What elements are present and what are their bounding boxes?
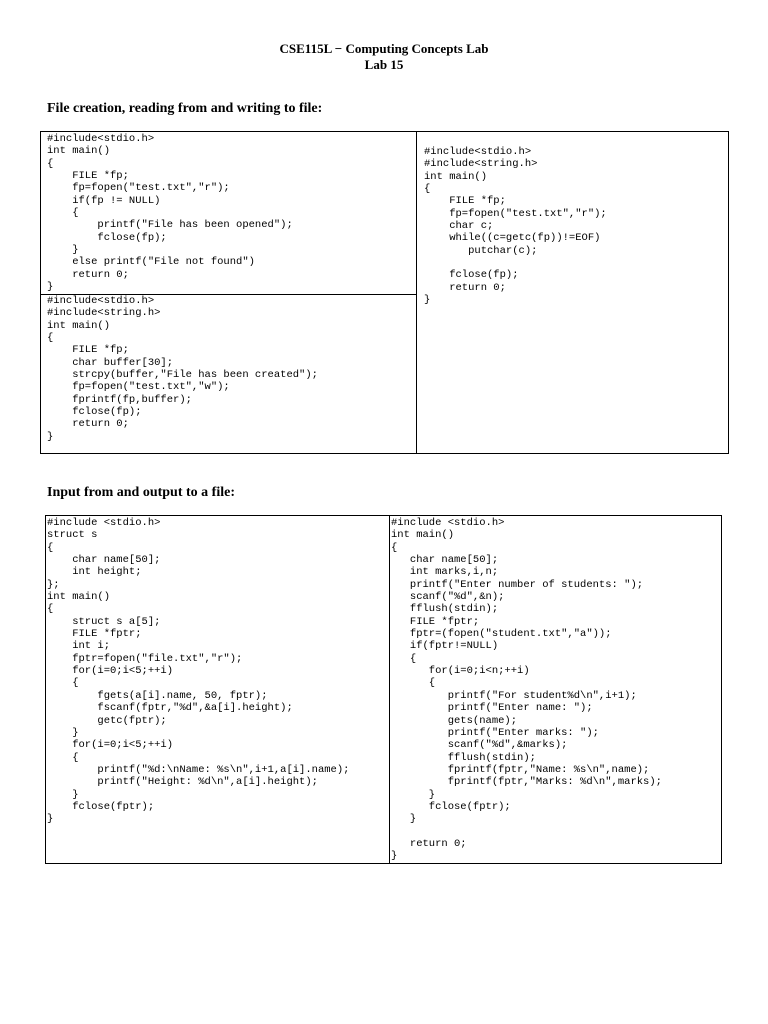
section-file-io-title: Input from and output to a file: — [47, 485, 235, 500]
code-box-struct — [45, 515, 390, 864]
section-file-creation-title: File creation, reading from and writing to file: — [47, 101, 323, 116]
code-box-getc — [416, 131, 729, 454]
code-box-read-file — [40, 131, 417, 295]
code-read-file: #include<stdio.h> int main() { FILE *fp; fp=fopen("test.txt","r"); if(fp != NULL) { printf("File has been opened"); fclose(fp); } else printf("File not found") return 0; } — [47, 133, 293, 294]
code-box-write-file — [40, 294, 417, 454]
code-struct: #include <stdio.h> struct s { char name[50]; int height; }; int main() { struct s a[5]; FILE *fptr; int i; fptr=fopen("file.txt","r"); for(i=0;i<5;++i) { fgets(a[i].name, 50, fptr); fscanf(fptr,"%d",&a[i].height); getc(fptr); } for(i=0;i<5;++i) { printf("%d:\nName: %s\n",i+1,a[i].name); printf("Height: %d\n",a[i].height); } fclose(fptr); } — [47, 517, 350, 826]
code-students: #include <stdio.h> int main() { char name[50]; int marks,i,n; printf("Enter number of students: "); scanf("%d",&n); fflush(stdin); FILE *fptr; fptr=(fopen("student.txt","a")); if(fptr!=NULL) { for(i=0;i<n;++i) { printf("For student%d\n",i+1); printf("Enter name: "); gets(name); printf("Enter marks: "); scanf("%d",&marks); fflush(stdin); fprintf(fptr,"Name: %s\n",name); fprintf(fptr,"Marks: %d\n",marks); } fclose(fptr); } return 0; } — [391, 517, 662, 863]
document-header — [0, 41, 768, 73]
code-write-file: #include<stdio.h> #include<string.h> int main() { FILE *fp; char buffer[30]; strcpy(buffer,"File has been created"); fp=fopen("test.txt","w"); fprintf(fp,buffer); fclose(fp); return 0; } — [47, 295, 318, 443]
lab-number: Lab 15 — [364, 57, 404, 72]
code-getc: #include<stdio.h> #include<string.h> int main() { FILE *fp; fp=fopen("test.txt","r"); char c; while((c=getc(fp))!=EOF) putchar(c); fclose(fp); return 0; } — [424, 146, 607, 307]
course-title: CSE115L − Computing Concepts Lab — [279, 41, 489, 56]
code-box-students — [389, 515, 722, 864]
